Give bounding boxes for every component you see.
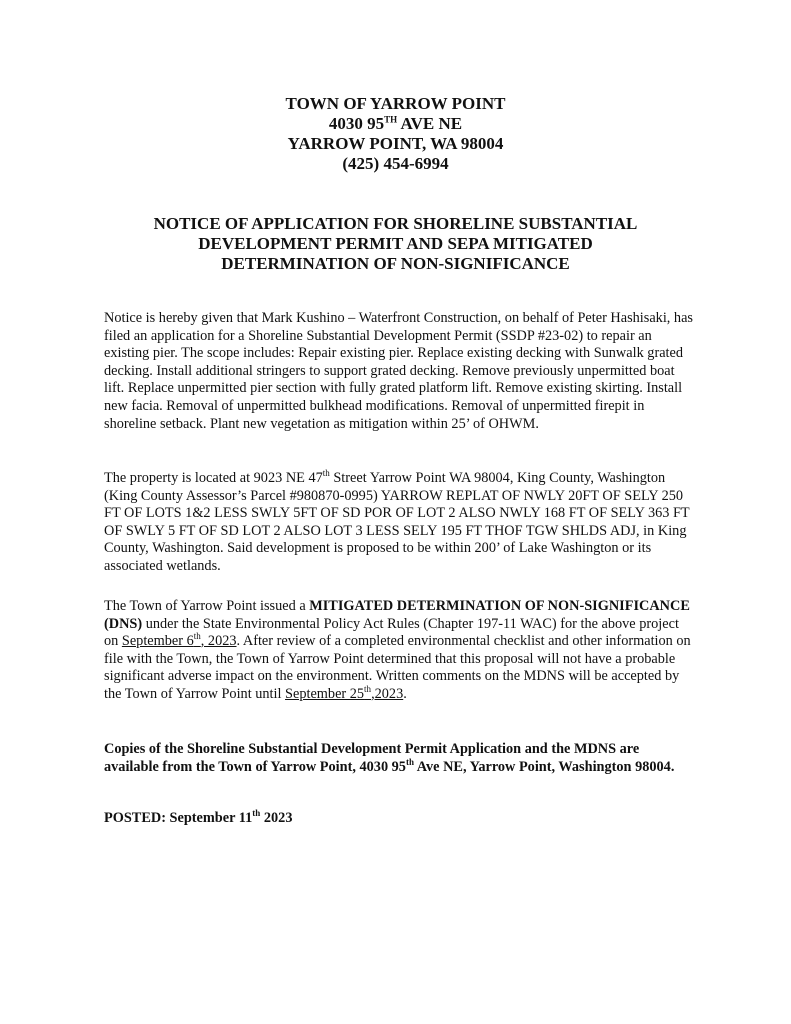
- street-ordinal: TH: [384, 114, 398, 125]
- town-phone: (425) 454-6994: [342, 154, 449, 173]
- dns-text-2: under the State Environmental Policy Act Rules (Chapter 197-11 WAC) for the above project on: [104, 615, 679, 650]
- posted-post: 2023: [260, 810, 293, 826]
- deadline-date-ordinal: th: [364, 684, 372, 695]
- dns-text-4: .: [403, 685, 407, 702]
- town-header: [0, 94, 791, 174]
- notice-title: [100, 214, 691, 274]
- deadline-date-pre: September 25: [285, 685, 365, 702]
- copies-text-rest: Ave NE, Yarrow Point, Washington 98004.: [413, 758, 675, 775]
- street-number: 4030 95: [328, 114, 385, 133]
- issue-date-post: , 2023: [200, 633, 237, 650]
- property-text-start: The property is located at 9023 NE 47: [104, 470, 323, 486]
- town-street-address: [0, 114, 791, 134]
- copies-street-ordinal: th: [405, 756, 414, 767]
- copies-text: [104, 741, 696, 776]
- deadline-date-post: ,2023: [371, 685, 404, 702]
- issue-date-ordinal: th: [193, 631, 201, 642]
- town-city-state-zip: YARROW POINT, WA 98004: [287, 134, 504, 153]
- property-street-ordinal: th: [322, 468, 330, 479]
- dns-paragraph: [104, 598, 696, 704]
- posted-date-line: [104, 810, 696, 828]
- dns-text: [104, 598, 696, 704]
- notice-title-line-3: DETERMINATION OF NON-SIGNIFICANCE: [221, 254, 570, 273]
- copies-text-start: Copies of the Shoreline Substantial Development Permit Application and the MDNS are available from the Town of Yarrow Point, 4030 95: [104, 741, 640, 775]
- application-paragraph: [104, 310, 696, 433]
- property-text: [104, 470, 696, 576]
- posted-text: [104, 810, 696, 828]
- dns-bold-term: MITIGATED DETERMINATION OF NON-SIGNIFICANCE (DNS): [104, 598, 690, 632]
- copies-paragraph: [104, 741, 696, 776]
- comment-deadline-date: [285, 686, 403, 702]
- dns-text-1: The Town of Yarrow Point issued a: [104, 598, 310, 614]
- property-paragraph: [104, 470, 696, 576]
- notice-title-line-2: DEVELOPMENT PERMIT AND SEPA MITIGATED: [198, 234, 593, 253]
- dns-issue-date: [122, 633, 237, 649]
- town-name: TOWN OF YARROW POINT: [285, 94, 506, 113]
- issue-date-pre: September 6: [121, 633, 194, 650]
- application-text: Notice is hereby given that Mark Kushino – Waterfront Construction, on behalf of Peter Hashisaki, has filed an application for a Shoreline Substantial Development Permit (SSDP #23-02) to repair an existing pier. The scope includes: Repair existing pier. Replace existing decking with Sunwalk grated decking. Install additional stringers to support grated decking. Remove previously unpermitted boat lift. Replace unpermitted pier section with fully grated platform lift. Remove existing skirting. Install new facia. Removal of unpermitted bulkhead modifications. Removal of unpermitted firepit in shoreline setback. Plant new vegetation as mitigation within 25’ of OHWM.: [104, 310, 693, 432]
- property-text-rest: Street Yarrow Point WA 98004, King County, Washington (King County Assessor’s Parcel #980870-0995) YARROW REPLAT OF NWLY 20FT OF SELY 250 FT OF LOTS 1&2 LESS SWLY 5FT OF SD POR OF LOT 2 ALSO NWLY 168 FT OF SELY 363 FT OF SWLY 5 FT OF SD LOT 2 ALSO LOT 3 LESS SELY 195 FT THOF TGW SHLDS ADJ, in King County, Washington. Said development is proposed to be within 200’ of Lake Washington or its associated wetlands.: [104, 470, 690, 574]
- dns-text-3: . After review of a completed environmental checklist and other information on file with the Town, the Town of Yarrow Point determined that this proposal will not have a probable significant adverse impact on the environment. Written comments on the MDNS will be accepted by the Town of Yarrow Point until: [104, 633, 691, 702]
- posted-pre: POSTED: September 11: [104, 810, 253, 826]
- notice-title-line-1: NOTICE OF APPLICATION FOR SHORELINE SUBSTANTIAL: [153, 214, 638, 233]
- posted-ordinal: th: [252, 808, 261, 819]
- street-name: AVE NE: [397, 114, 463, 133]
